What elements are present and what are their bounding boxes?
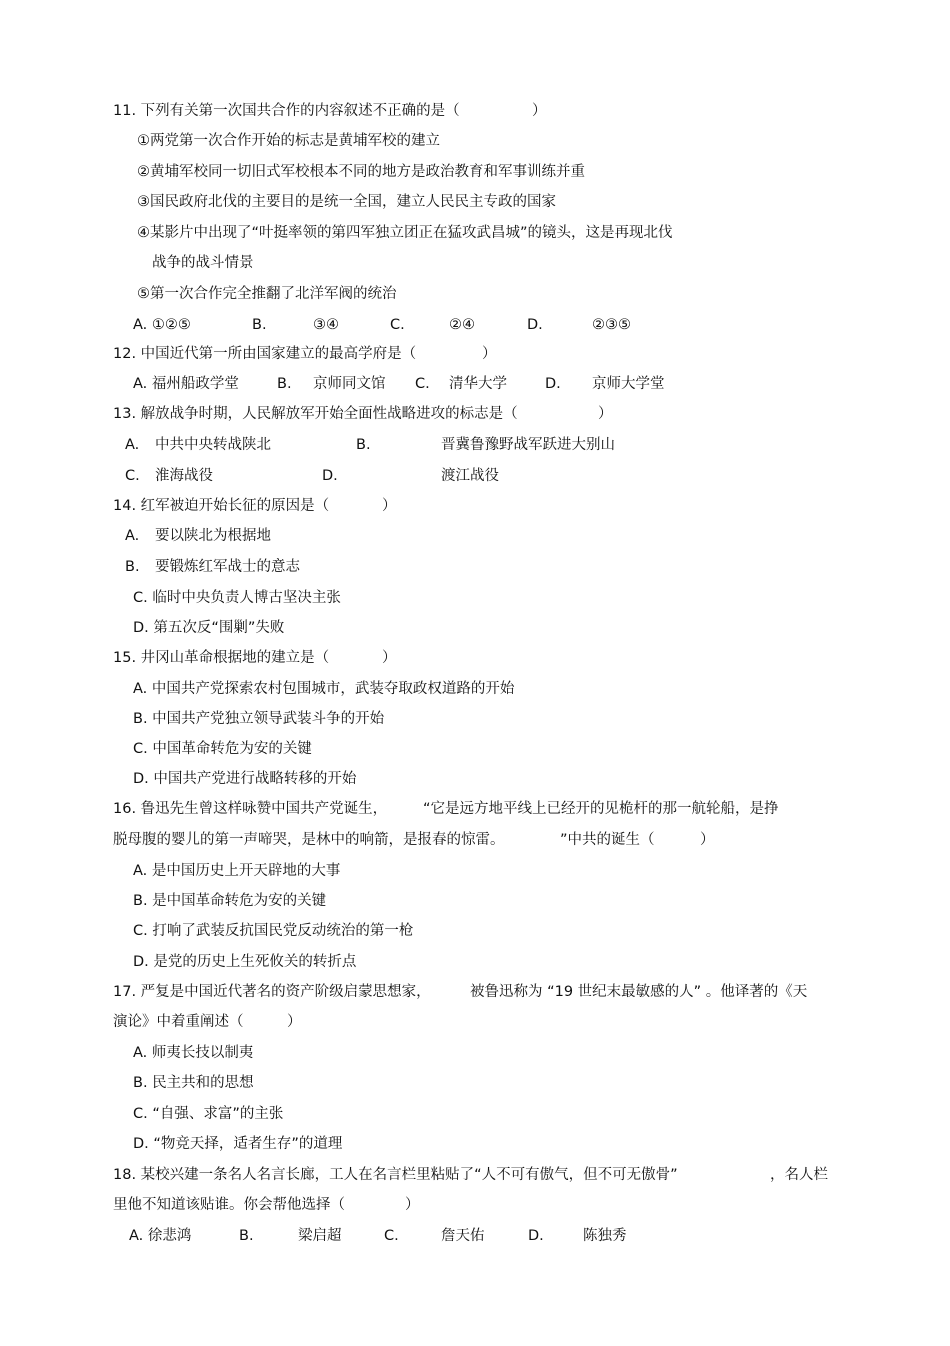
q13-close: ） — [598, 406, 613, 422]
q12-close: ） — [482, 346, 497, 362]
q14-stem: 14. 红军被迫开始长征的原因是（ — [113, 498, 330, 514]
q16-stem-1: 16. 鲁迅先生曾这样咏赞中国共产党诞生， — [113, 801, 388, 817]
q16-stem-4: ”中共的诞生（ — [560, 832, 655, 848]
q14-option-b-text: 要锻炼红军战士的意志 — [155, 559, 300, 575]
q18-option-b-label: B. — [239, 1228, 254, 1244]
q11-item-4-cont: 战争的战斗情景 — [152, 255, 254, 271]
q14-option-c: C. 临时中央负责人博古坚决主张 — [133, 590, 341, 606]
q11-option-d-text: ②③⑤ — [592, 317, 631, 333]
q17-stem-1: 17. 严复是中国近代著名的资产阶级启蒙思想家， — [113, 984, 431, 1000]
q17-stem-2: 被鲁迅称为 “19 世纪末最敏感的人” 。他译著的《天 — [470, 984, 808, 1000]
q13-option-a-text: 中共中央转战陕北 — [155, 437, 271, 453]
q11-item-1: ①两党第一次合作开始的标志是黄埔军校的建立 — [137, 133, 440, 149]
q11-item-5: ⑤第一次合作完全推翻了北洋军阀的统治 — [137, 286, 397, 302]
q17-stem-3: 演论》中着重阐述（ — [113, 1014, 244, 1030]
q18-option-a: A. 徐悲鸿 — [129, 1228, 192, 1244]
q11-stem-text: 11. 下列有关第一次国共合作的内容叙述不正确的是（ — [113, 103, 460, 119]
q18-stem-3: 里他不知道该贴谁。你会帮他选择（ — [113, 1197, 345, 1213]
q17-option-b: B. 民主共和的思想 — [133, 1075, 254, 1091]
q13-option-c-label: C. — [125, 468, 140, 484]
q15-option-d: D. 中国共产党进行战略转移的开始 — [133, 771, 357, 787]
q12-stem: 12. 中国近代第一所由国家建立的最高学府是（ — [113, 346, 417, 362]
q17-option-a: A. 师夷长技以制夷 — [133, 1045, 254, 1061]
q18-stem-1: 18. 某校兴建一条名人名言长廊，工人在名言栏里粘贴了“人不可有傲气，但不可无傲骨” — [113, 1167, 678, 1183]
q12-option-b-label: B. — [277, 376, 292, 392]
q13-option-c-text: 淮海战役 — [155, 468, 213, 484]
q14-close: ） — [382, 498, 397, 514]
q15-close: ） — [382, 650, 397, 666]
q18-option-c-text: 詹天佑 — [441, 1228, 485, 1244]
q12-option-c-text: 清华大学 — [449, 376, 507, 392]
q15-option-a: A. 中国共产党探索农村包围城市，武装夺取政权道路的开始 — [133, 681, 515, 697]
q16-option-b: B. 是中国革命转危为安的关键 — [133, 893, 327, 909]
q13-option-b-label: B. — [356, 437, 371, 453]
q15-stem: 15. 井冈山革命根据地的建立是（ — [113, 650, 330, 666]
q11-item-3: ③国民政府北伐的主要目的是统一全国，建立人民民主专政的国家 — [137, 194, 556, 210]
q14-option-a-text: 要以陕北为根据地 — [155, 528, 271, 544]
q17-option-c: C. “自强、求富”的主张 — [133, 1106, 284, 1122]
q18-option-d-label: D. — [528, 1228, 544, 1244]
q17-option-d: D. “物竞天择，适者生存”的道理 — [133, 1136, 343, 1152]
q13-option-d-text: 渡江战役 — [441, 468, 499, 484]
q18-option-d-text: 陈独秀 — [583, 1228, 627, 1244]
q14-option-b-label: B. — [125, 559, 140, 575]
q11-option-d-label: D. — [527, 317, 543, 333]
q12-option-d-label: D. — [545, 376, 561, 392]
q13-option-a-label: A. — [125, 437, 140, 453]
q16-option-a: A. 是中国历史上开天辟地的大事 — [133, 863, 341, 879]
q16-option-c: C. 打响了武装反抗国民党反动统治的第一枪 — [133, 923, 414, 939]
q13-option-d-label: D. — [322, 468, 338, 484]
q11-option-b-label: B. — [252, 317, 267, 333]
q11-item-4: ④某影片中出现了“叶挺率领的第四军独立团正在猛攻武昌城”的镜头，这是再现北伐 — [137, 225, 673, 241]
q18-option-b-text: 梁启超 — [298, 1228, 342, 1244]
q12-option-d-text: 京师大学堂 — [592, 376, 665, 392]
q11-item-2: ②黄埔军校同一切旧式军校根本不同的地方是政治教育和军事训练并重 — [137, 164, 585, 180]
q18-option-c-label: C. — [384, 1228, 399, 1244]
q18-stem-2: ，名人栏 — [770, 1167, 828, 1183]
q11-option-b-text: ③④ — [313, 317, 339, 333]
q12-option-c-label: C. — [415, 376, 430, 392]
q15-option-c: C. 中国革命转危为安的关键 — [133, 741, 312, 757]
q13-stem: 13. 解放战争时期，人民解放军开始全面性战略进攻的标志是（ — [113, 406, 518, 422]
q11-stem — [113, 101, 460, 121]
q18-close: ） — [405, 1197, 420, 1213]
q13-option-b-text: 晋冀鲁豫野战军跃进大别山 — [441, 437, 615, 453]
q17-close: ） — [287, 1014, 302, 1030]
q16-close: ） — [700, 832, 715, 848]
q15-option-b: B. 中国共产党独立领导武装斗争的开始 — [133, 711, 385, 727]
q12-option-a: A. 福州船政学堂 — [133, 376, 239, 392]
q16-option-d: D. 是党的历史上生死攸关的转折点 — [133, 954, 357, 970]
q11-close: ） — [532, 103, 547, 119]
q11-option-c-text: ②④ — [449, 317, 475, 333]
q14-option-d: D. 第五次反“围剿”失败 — [133, 620, 285, 636]
q11-option-c-label: C. — [390, 317, 405, 333]
q11-option-a: A. ①②⑤ — [133, 317, 191, 333]
q12-option-b-text: 京师同文馆 — [313, 376, 386, 392]
q16-stem-3: 脱母腹的婴儿的第一声啼哭，是林中的响箭，是报春的惊雷。 — [113, 832, 505, 848]
q16-stem-2: “它是远方地平线上已经开的见桅杆的那一航轮船，是挣 — [423, 801, 779, 817]
q14-option-a-label: A. — [125, 528, 140, 544]
